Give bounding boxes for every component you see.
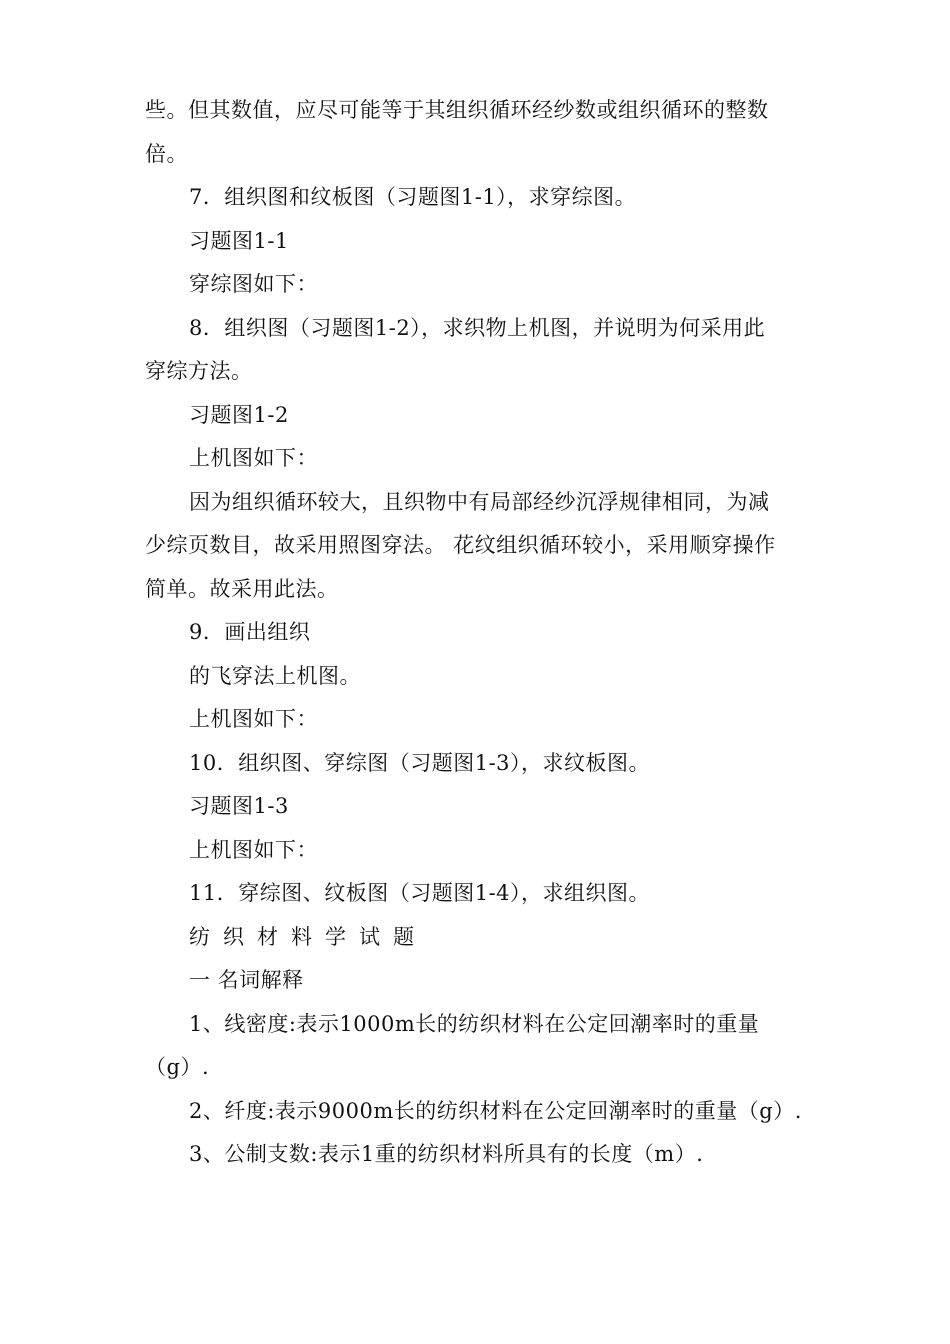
text-line: 3、公制支数:表示1重的纺织材料所具有的长度（m）. (189, 1142, 704, 1166)
text-line: 少综页数目，故采用照图穿法。 花纹组织循环较小，采用顺穿操作 (145, 533, 776, 557)
section-heading: 一 名词解释 (189, 968, 304, 992)
text-line: 上机图如下： (189, 838, 318, 862)
text-line: 因为组织循环较大，且织物中有局部经纱沉浮规律相同，为减 (189, 490, 770, 514)
text-line: 的飞穿法上机图。 (189, 664, 361, 688)
text-line: 穿综图如下： (189, 272, 318, 296)
text-line: 简单。故采用此法。 (145, 577, 339, 601)
section-title: 纺织材料学试题 (189, 925, 427, 949)
text-line: 上机图如下： (189, 446, 318, 470)
text-line: 习题图1-1 (189, 229, 289, 253)
text-line: 习题图1-2 (189, 403, 289, 427)
text-line: 11．穿综图、纹板图（习题图1-4），求组织图。 (189, 881, 651, 905)
text-line: 穿综方法。 (145, 359, 253, 383)
text-line: 些。但其数值，应尽可能等于其组织循环经纱数或组织循环的整数 (145, 98, 769, 122)
text-line: 习题图1-3 (189, 794, 289, 818)
text-line: （g）. (145, 1055, 210, 1079)
text-line: 倍。 (145, 142, 188, 166)
text-line: 上机图如下： (189, 707, 318, 731)
text-line: 1、线密度:表示1000m长的纺织材料在公定回潮率时的重量 (189, 1012, 760, 1036)
text-line: 8．组织图（习题图1-2），求织物上机图，并说明为何采用此 (189, 316, 766, 340)
text-line: 9．画出组织 (189, 620, 311, 644)
text-line: 2、纤度:表示9000m长的纺织材料在公定回潮率时的重量（g）. (189, 1099, 802, 1123)
text-line: 10．组织图、穿综图（习题图1-3），求纹板图。 (189, 751, 651, 775)
text-line: 7．组织图和纹板图（习题图1-1），求穿综图。 (189, 185, 637, 209)
